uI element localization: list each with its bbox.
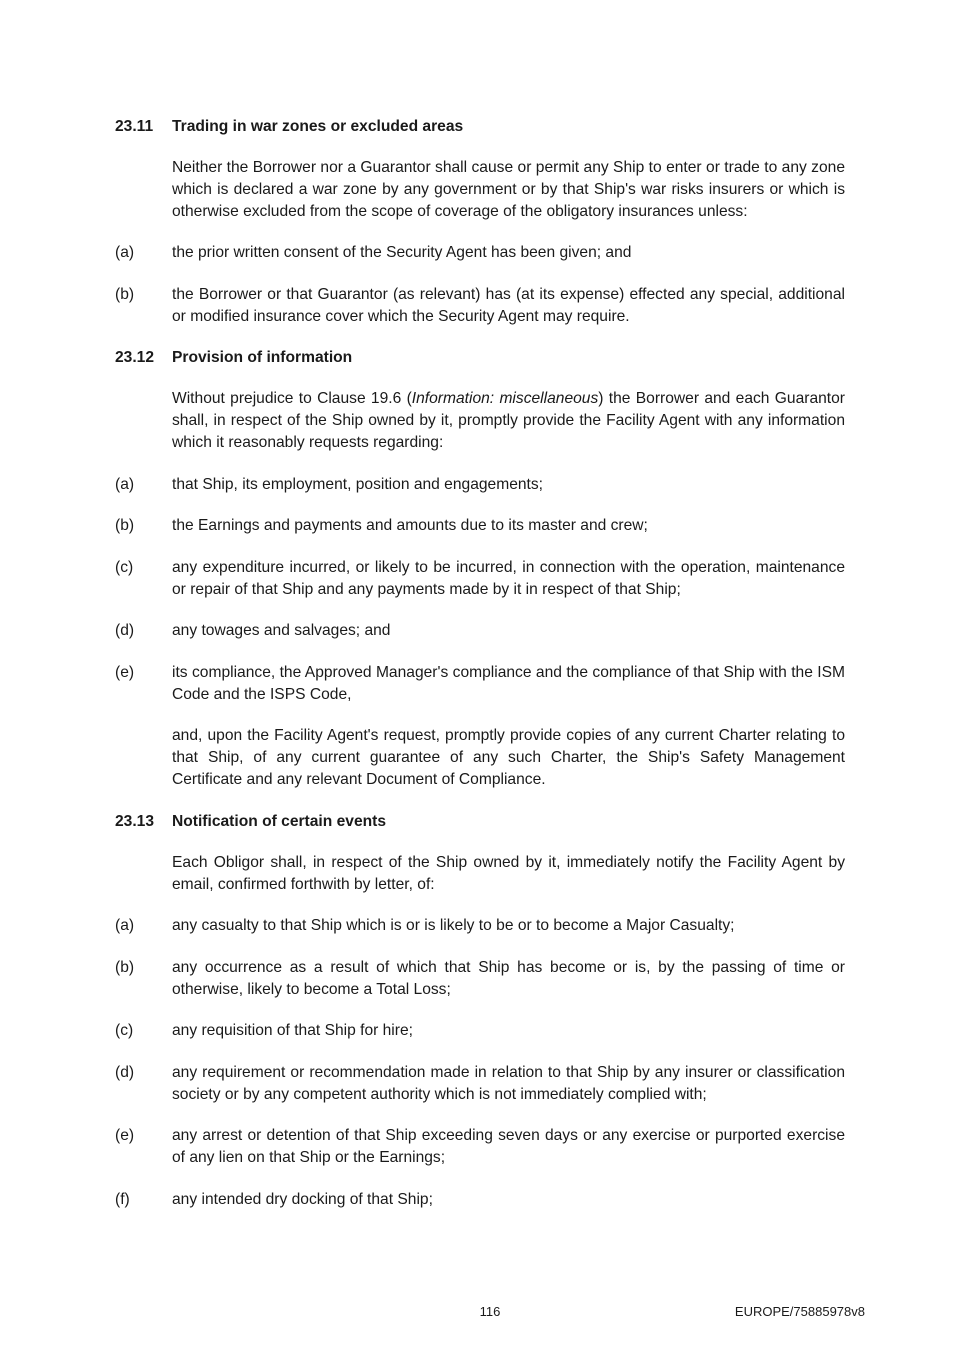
section-heading-23-13 bbox=[115, 811, 845, 833]
list-item bbox=[115, 474, 845, 496]
section-intro-23-13: Each Obligor shall, in respect of the Ship owned by it, immediately notify the Facility Agent by email, confirmed forthwith by letter, of: bbox=[172, 854, 845, 893]
list-item-text: any occurrence as a result of which that Ship has become or is, by the passing of time or otherwise, likely to become a Total Loss; bbox=[172, 959, 845, 998]
list-item bbox=[115, 1189, 845, 1211]
section-number: 23.12 bbox=[115, 349, 155, 366]
section-intro-23-12 bbox=[172, 388, 845, 454]
list-item-label: (c) bbox=[115, 559, 134, 576]
list-item bbox=[115, 242, 845, 264]
list-item bbox=[115, 1062, 845, 1106]
intro-text-before: Without prejudice to Clause 19.6 ( bbox=[172, 390, 412, 407]
list-item-text: the prior written consent of the Security Agent has been given; and bbox=[172, 244, 632, 261]
section-title: Provision of information bbox=[172, 349, 353, 366]
page-number: 116 bbox=[479, 1304, 501, 1319]
list-item-text: any requisition of that Ship for hire; bbox=[172, 1022, 413, 1039]
list-item bbox=[115, 515, 845, 537]
list-item-text: any casualty to that Ship which is or is likely to be or to become a Major Casualty; bbox=[172, 917, 735, 934]
list-item bbox=[115, 662, 845, 706]
section-heading-23-11 bbox=[115, 116, 845, 138]
document-reference: EUROPE/75885978v8 bbox=[734, 1304, 865, 1319]
list-item-text: any intended dry docking of that Ship; bbox=[172, 1191, 433, 1208]
list-item-text: any expenditure incurred, or likely to be incurred, in connection with the operation, maintenance or repair of that Ship and any payments made by it in respect of that Ship; bbox=[172, 559, 845, 598]
list-item-text: any arrest or detention of that Ship exceeding seven days or any exercise or purported exercise of any lien on that Ship or the Earnings; bbox=[172, 1127, 845, 1166]
clause-reference-italic: Information: miscellaneous bbox=[411, 390, 599, 407]
list-item bbox=[115, 915, 845, 937]
list-item bbox=[115, 557, 845, 601]
list-item-text: any requirement or recommendation made in relation to that Ship by any insurer or classification society or by any competent authority which is not immediately complied with; bbox=[172, 1064, 845, 1103]
list-item-label: (d) bbox=[115, 622, 135, 639]
list-item-label: (e) bbox=[115, 1127, 135, 1144]
list-item-text: the Borrower or that Guarantor (as relevant) has (at its expense) effected any special, additional or modified insurance cover which the Security Agent may require. bbox=[172, 286, 845, 325]
list-item-label: (c) bbox=[115, 1022, 134, 1039]
list-item-label: (b) bbox=[115, 959, 135, 976]
list-item-text: the Earnings and payments and amounts due to its master and crew; bbox=[172, 517, 648, 534]
section-title: Notification of certain events bbox=[172, 813, 387, 830]
section-closing-23-12: and, upon the Facility Agent's request, promptly provide copies of any current Charter relating to that Ship, of any current guarantee of any such Charter, the Ship's Safety Management Certificate and any relevant Document of Compliance. bbox=[172, 727, 845, 788]
section-number: 23.11 bbox=[115, 118, 154, 135]
section-title: Trading in war zones or excluded areas bbox=[172, 118, 464, 135]
list-item-text: any towages and salvages; and bbox=[172, 622, 391, 639]
list-item bbox=[115, 1020, 845, 1042]
list-item-label: (a) bbox=[115, 244, 135, 261]
list-item-label: (f) bbox=[115, 1191, 130, 1208]
list-item-label: (a) bbox=[115, 476, 135, 493]
list-item-text: its compliance, the Approved Manager's compliance and the compliance of that Ship with the ISM Code and the ISPS Code, bbox=[172, 664, 845, 703]
section-intro-23-11: Neither the Borrower nor a Guarantor shall cause or permit any Ship to enter or trade to any zone which is declared a war zone by any government or by that Ship's war risks insurers or which is otherwise excluded from the scope of coverage of the obligatory insurances unless: bbox=[172, 159, 845, 220]
list-item-label: (b) bbox=[115, 517, 135, 534]
list-item bbox=[115, 1125, 845, 1169]
list-item bbox=[115, 620, 845, 642]
list-item bbox=[115, 284, 845, 328]
list-item bbox=[115, 957, 845, 1001]
list-item-label: (e) bbox=[115, 664, 135, 681]
section-number: 23.13 bbox=[115, 813, 155, 830]
list-item-label: (b) bbox=[115, 286, 135, 303]
list-item-label: (a) bbox=[115, 917, 135, 934]
section-heading-23-12 bbox=[115, 347, 845, 369]
list-item-label: (d) bbox=[115, 1064, 135, 1081]
list-item-text: that Ship, its employment, position and engagements; bbox=[172, 476, 544, 493]
intro-text-after: ) the Borrower and each Guarantor shall, in respect of the Ship owned by it, promptly provide the Facility Agent with any information which it reasonably requests regarding: bbox=[172, 390, 845, 451]
